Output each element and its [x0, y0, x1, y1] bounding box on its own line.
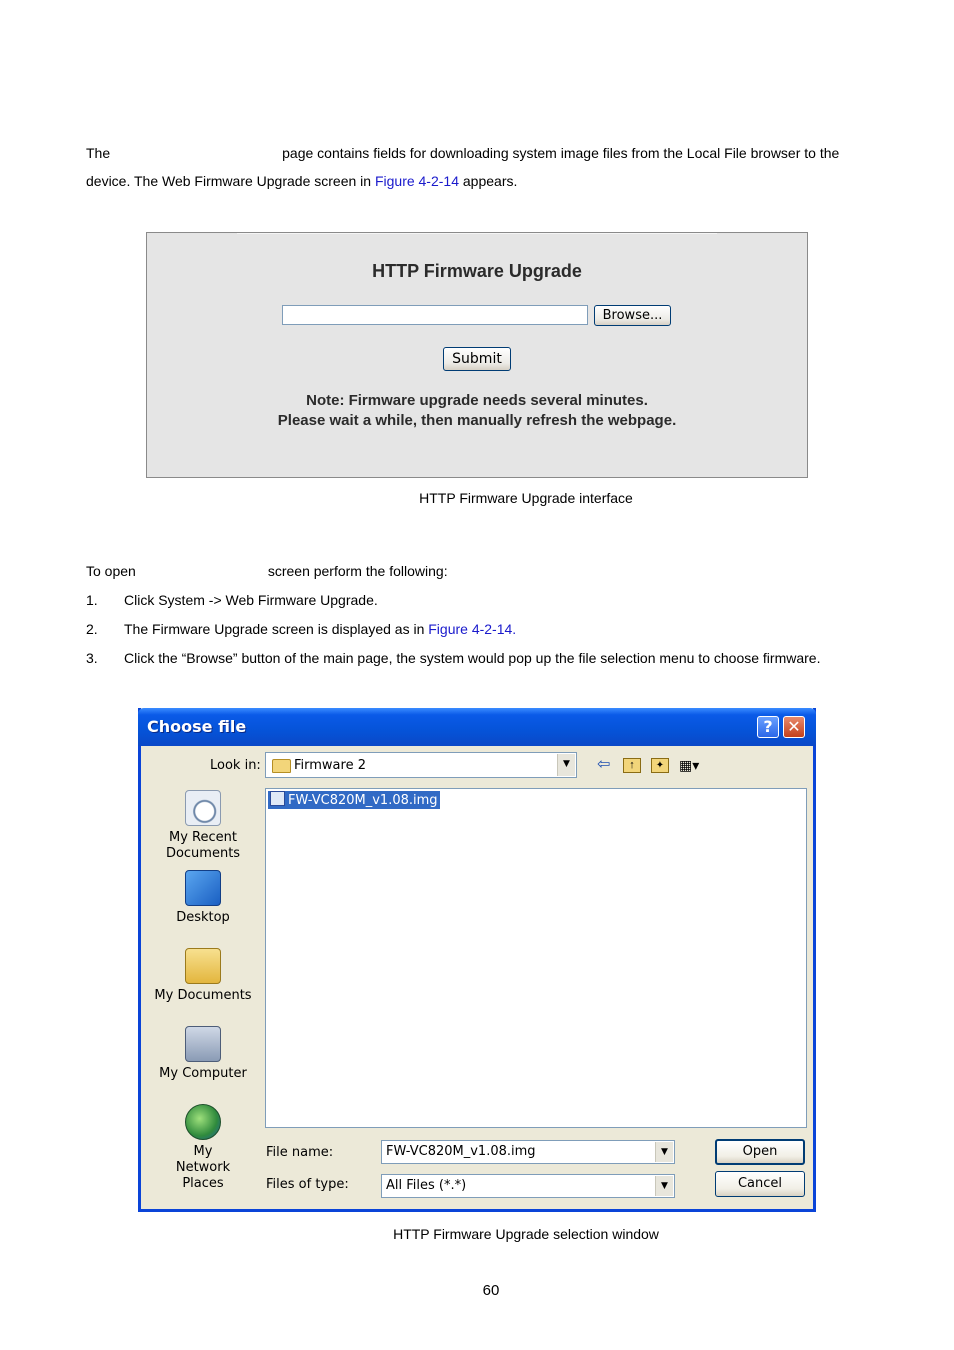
dialog-title: Choose file [147, 717, 247, 736]
step-item: 1. Click System -> Web Firmware Upgrade. [86, 592, 378, 608]
file-icon [270, 791, 285, 806]
chevron-down-icon[interactable]: ▼ [655, 1176, 673, 1196]
page-number: 60 [482, 1282, 500, 1299]
firmware-file-input[interactable] [282, 305, 588, 325]
chevron-down-icon[interactable]: ▼ [655, 1142, 673, 1162]
figure-caption-2: HTTP Firmware Upgrade selection window [393, 1226, 659, 1242]
view-menu-icon[interactable]: ▦▾ [679, 757, 700, 773]
close-button[interactable]: ✕ [783, 716, 805, 738]
dialog-titlebar[interactable] [138, 708, 816, 746]
open-button[interactable]: Open [715, 1139, 805, 1165]
file-name-field[interactable]: FW-VC820M_v1.08.img ▼ [381, 1140, 675, 1164]
places-bar [147, 786, 259, 1196]
intro-line-2: device. The Web Firmware Upgrade screen in Figure 4-2-14 appears. [86, 173, 518, 189]
choose-file-dialog [138, 708, 816, 1212]
network-places-icon [185, 1104, 221, 1140]
cancel-button[interactable]: Cancel [715, 1171, 805, 1197]
place-my-computer[interactable]: My Computer [147, 1026, 259, 1082]
steps-list [86, 586, 906, 673]
submit-button[interactable]: Submit [443, 347, 511, 371]
look-in-dropdown[interactable]: Firmware 2 ▼ [265, 752, 577, 778]
files-of-type-label: Files of type: [266, 1177, 349, 1192]
place-network-places[interactable]: My Network Places [147, 1104, 259, 1192]
folder-icon [272, 759, 291, 773]
upgrade-note: Note: Firmware upgrade needs several minutes. Please wait a while, then manually refresh the webpage. [277, 392, 677, 429]
new-folder-icon[interactable]: ✦ [651, 758, 669, 773]
firmware-upgrade-panel [146, 232, 808, 478]
file-list[interactable] [265, 788, 807, 1128]
my-documents-icon [185, 948, 221, 984]
figure-link[interactable]: Figure 4-2-14 [374, 173, 459, 189]
desktop-icon [185, 870, 221, 906]
chevron-down-icon[interactable]: ▼ [557, 754, 575, 776]
place-my-documents[interactable]: My Documents [147, 948, 259, 1004]
intro-paragraph [86, 139, 876, 195]
browse-button[interactable]: Browse... [594, 305, 671, 326]
my-computer-icon [185, 1026, 221, 1062]
steps-intro: To open screen perform the following: [86, 563, 448, 579]
figure-link[interactable]: Figure 4-2-14. [428, 621, 517, 637]
recent-documents-icon [185, 790, 221, 826]
intro-line-1: The page contains fields for downloading system image files from the Local File browser to the [86, 145, 840, 161]
place-desktop[interactable]: Desktop [147, 870, 259, 926]
panel-title: HTTP Firmware Upgrade [372, 261, 582, 281]
up-folder-icon[interactable]: ↑ [623, 758, 641, 773]
file-type-dropdown[interactable]: All Files (*.*) ▼ [381, 1174, 675, 1198]
step-item: 3. Click the “Browse” button of the main page, the system would pop up the file selection menu to choose firmware. [86, 650, 821, 666]
help-button[interactable]: ? [757, 716, 779, 738]
look-in-label: Look in: [210, 758, 261, 773]
list-item[interactable]: FW-VC820M_v1.08.img [268, 791, 440, 809]
figure-caption-1: HTTP Firmware Upgrade interface [419, 490, 633, 506]
place-recent-documents[interactable]: My Recent Documents [147, 790, 259, 862]
back-icon[interactable]: ⇦ [597, 756, 611, 773]
step-item: 2. The Firmware Upgrade screen is displayed as in Figure 4-2-14. [86, 621, 517, 637]
file-name-label: File name: [266, 1145, 334, 1160]
